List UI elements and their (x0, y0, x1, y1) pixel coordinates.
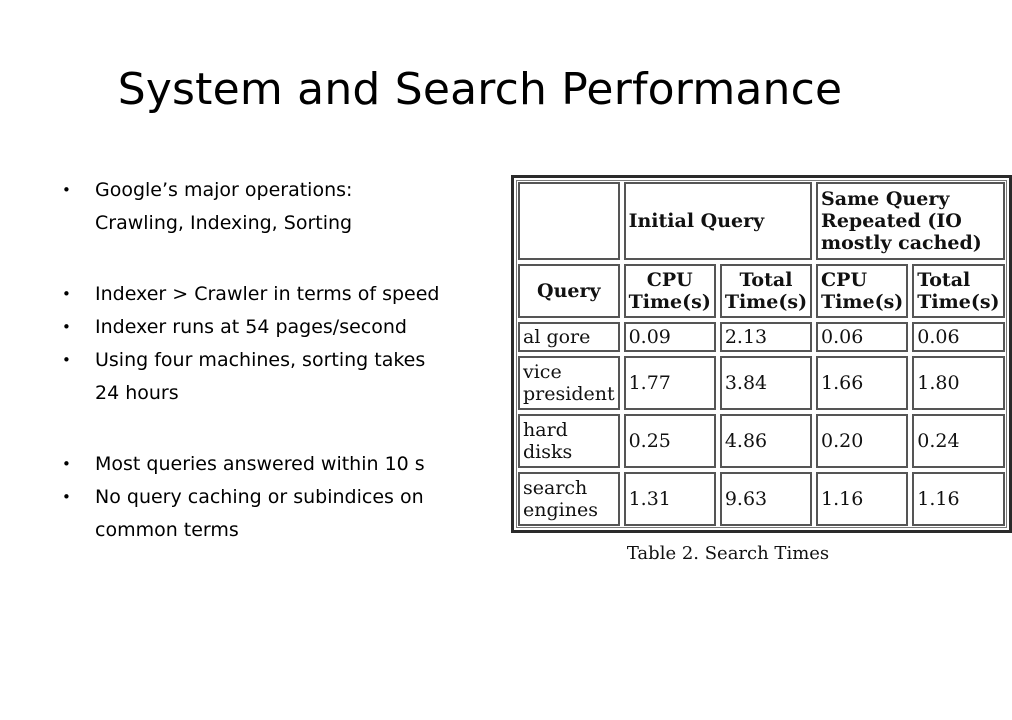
query-cell: hard disks (518, 414, 620, 468)
slide-title: System and Search Performance (117, 64, 843, 115)
bullet-text: Indexer runs at 54 pages/second (95, 316, 407, 338)
cpu-time-cell: 0.25 (624, 414, 716, 468)
total-time-cell: 1.80 (912, 356, 1004, 410)
group-header-repeated-query: Same Query Repeated (IO mostly cached) (816, 182, 1004, 260)
column-header-total-time: Total Time(s) (720, 264, 812, 318)
total-time-cell: 2.13 (720, 322, 812, 352)
cpu-time-cell: 1.16 (816, 472, 908, 526)
bullet-item (62, 174, 492, 240)
bullet-dot-icon: • (62, 488, 71, 506)
query-cell: al gore (518, 322, 620, 352)
table-row (518, 414, 1005, 468)
cpu-time-cell: 1.31 (624, 472, 716, 526)
group-header-initial-query: Initial Query (624, 182, 812, 260)
bullet-item (62, 344, 492, 410)
bullet-list (62, 174, 492, 547)
bullet-text: Most queries answered within 10 s (95, 453, 425, 475)
bullet-item (62, 448, 492, 481)
total-time-cell: 3.84 (720, 356, 812, 410)
query-cell: vice president (518, 356, 620, 410)
column-header-cpu-time: CPU Time(s) (624, 264, 716, 318)
table-row (518, 472, 1005, 526)
bullet-text: No query caching or subindices on (95, 486, 424, 508)
bullet-text-continuation: common terms (95, 519, 239, 541)
bullet-item (62, 481, 492, 547)
total-time-cell: 4.86 (720, 414, 812, 468)
column-header-query: Query (518, 264, 620, 318)
bullet-text: Using four machines, sorting takes (95, 349, 426, 371)
bullet-dot-icon: • (62, 351, 71, 369)
cpu-time-cell: 1.77 (624, 356, 716, 410)
cpu-time-cell: 0.20 (816, 414, 908, 468)
column-header-cpu-time: CPU Time(s) (816, 264, 908, 318)
bullet-dot-icon: • (62, 455, 71, 473)
bullet-spacer (62, 410, 492, 448)
cpu-time-cell: 0.09 (624, 322, 716, 352)
bullet-item (62, 311, 492, 344)
total-time-cell: 9.63 (720, 472, 812, 526)
bullet-text-continuation: Crawling, Indexing, Sorting (95, 212, 353, 234)
table-row (518, 322, 1005, 352)
search-times-figure (511, 175, 1000, 564)
bullet-text: Indexer > Crawler in terms of speed (95, 283, 440, 305)
search-times-table (511, 175, 1012, 533)
bullet-text: Google’s major operations: (95, 179, 353, 201)
table-row (518, 356, 1005, 410)
column-header-total-time: Total Time(s) (912, 264, 1004, 318)
total-time-cell: 0.24 (912, 414, 1004, 468)
cpu-time-cell: 1.66 (816, 356, 908, 410)
total-time-cell: 1.16 (912, 472, 1004, 526)
table-caption: Table 2. Search Times (626, 543, 830, 564)
cpu-time-cell: 0.06 (816, 322, 908, 352)
bullet-item (62, 278, 492, 311)
bullet-dot-icon: • (62, 181, 71, 199)
table-empty-corner-cell (518, 182, 620, 260)
query-cell: search engines (518, 472, 620, 526)
bullet-text-continuation: 24 hours (95, 382, 179, 404)
table-header-row (518, 182, 1005, 260)
total-time-cell: 0.06 (912, 322, 1004, 352)
table-header-row (518, 264, 1005, 318)
bullet-dot-icon: • (62, 285, 71, 303)
bullet-dot-icon: • (62, 318, 71, 336)
bullet-spacer (62, 240, 492, 278)
